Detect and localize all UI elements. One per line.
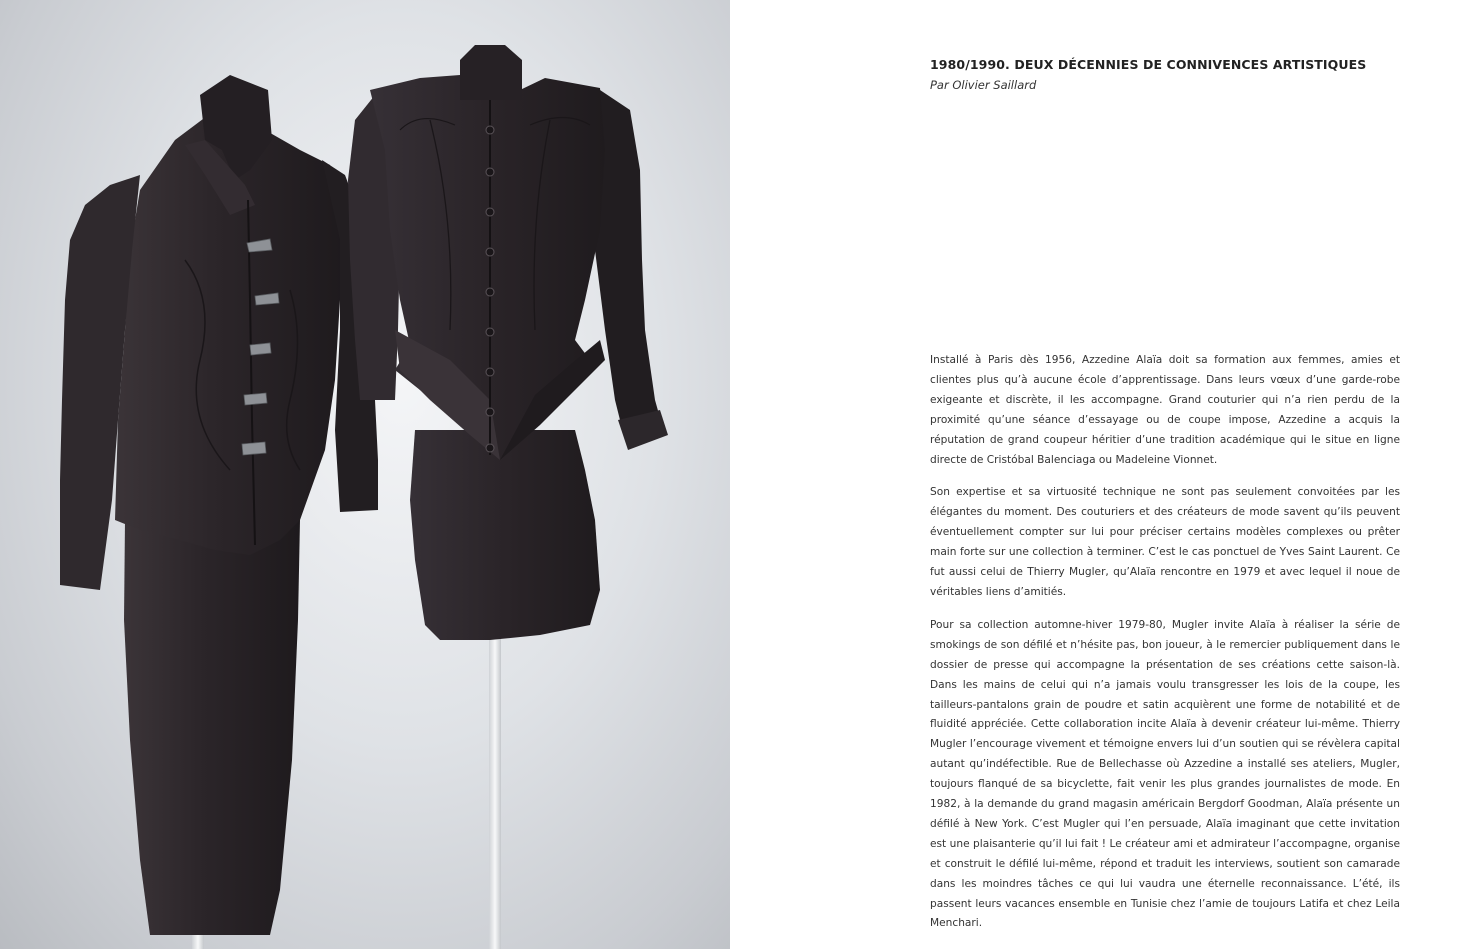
right-jacket-collar <box>460 45 522 100</box>
right-skirt <box>410 430 600 640</box>
article-author: Par Olivier Saillard <box>930 78 1037 92</box>
article-paragraph: Pour sa collection automne-hiver 1979-80, Mugler invite Alaïa à réaliser la série de smokings de son défilé et n’hésite pas, bon joueur, à le remercier publiquement dans le dossier de presse qui accompagne la présentation de ses créations cette saison-là. Dans les mains de celui qui n’a jamais voulu transgresser les lois de la coupe, les tailleurs-pantalons grain de poudre et satin acquièrent une forme de notabilité et de fluidité appréciée. Cette collaboration incite Alaïa à devenir créateur lui-même. Thierry Mugler l’encourage vivement et témoigne envers lui d’un soutien qui se révèlera capital autant qu’indéfectible. Rue de Bellechasse où Azzedine a installé ses ateliers, Mugler, toujours flanqué de sa bicyclette, fait venir les plus grandes journalistes de mode. En 1982, à la demande du grand magasin américain Bergdorf Goodman, Alaïa présente un défilé à New York. C’est Mugler qui l’en persuade, Alaïa imaginant que cette invitation est une plaisanterie qu’il lui fait ! Le créateur ami et admirateur l’accompagne, organise et construit le défilé lui-même, répond et traduit les interviews, soutient son camarade dans les moindres tâches ce qui lui vaudra une éternelle reconnaissance. L’été, ils passent leurs vacances ensemble en Tunisie chez l’amie de toujours Latifa et chez Leila Menchari. <box>930 618 1400 930</box>
article-paragraph: Installé à Paris dès 1956, Azzedine Alaïa doit sa formation aux femmes, amies et clientes plus qu’à aucune école d’apprentissage. Dans leurs vœux d’une garde-robe exigeante et discrète, il les accompagne. Grand couturier qui n’a rien perdu de la proximité qu’une séance d’essayage ou de coupe impose, Azzedine a acquis la réputation de grand coupeur héritier d’une tradition académique qui le situe en ligne directe de Cristóbal Balenciaga ou Madeleine Vionnet. <box>930 354 1400 466</box>
article-title: 1980/1990. DEUX DÉCENNIES DE CONNIVENCES ARTISTIQUES <box>930 57 1367 72</box>
article-paragraph: Son expertise et sa virtuosité technique ne sont pas seulement convoitées par les élégantes du moment. Des couturiers et des créateurs de mode savent qu’ils peuvent éventuellement compter sur lui pour préciser certains modèles complexes ou prêter main forte sur une collection à terminer. C’est le cas ponctuel de Yves Saint Laurent. Ce fut aussi celui de Thierry Mugler, qu’Alaïa rencontre en 1979 et avec lequel il noue de véritables liens d’amitiés. <box>930 486 1400 598</box>
article-body <box>930 351 1400 947</box>
left-suit <box>60 75 378 935</box>
text-page <box>730 0 1460 949</box>
right-suit <box>348 45 668 640</box>
right-stand-pole <box>489 630 501 949</box>
left-skirt <box>124 520 300 935</box>
